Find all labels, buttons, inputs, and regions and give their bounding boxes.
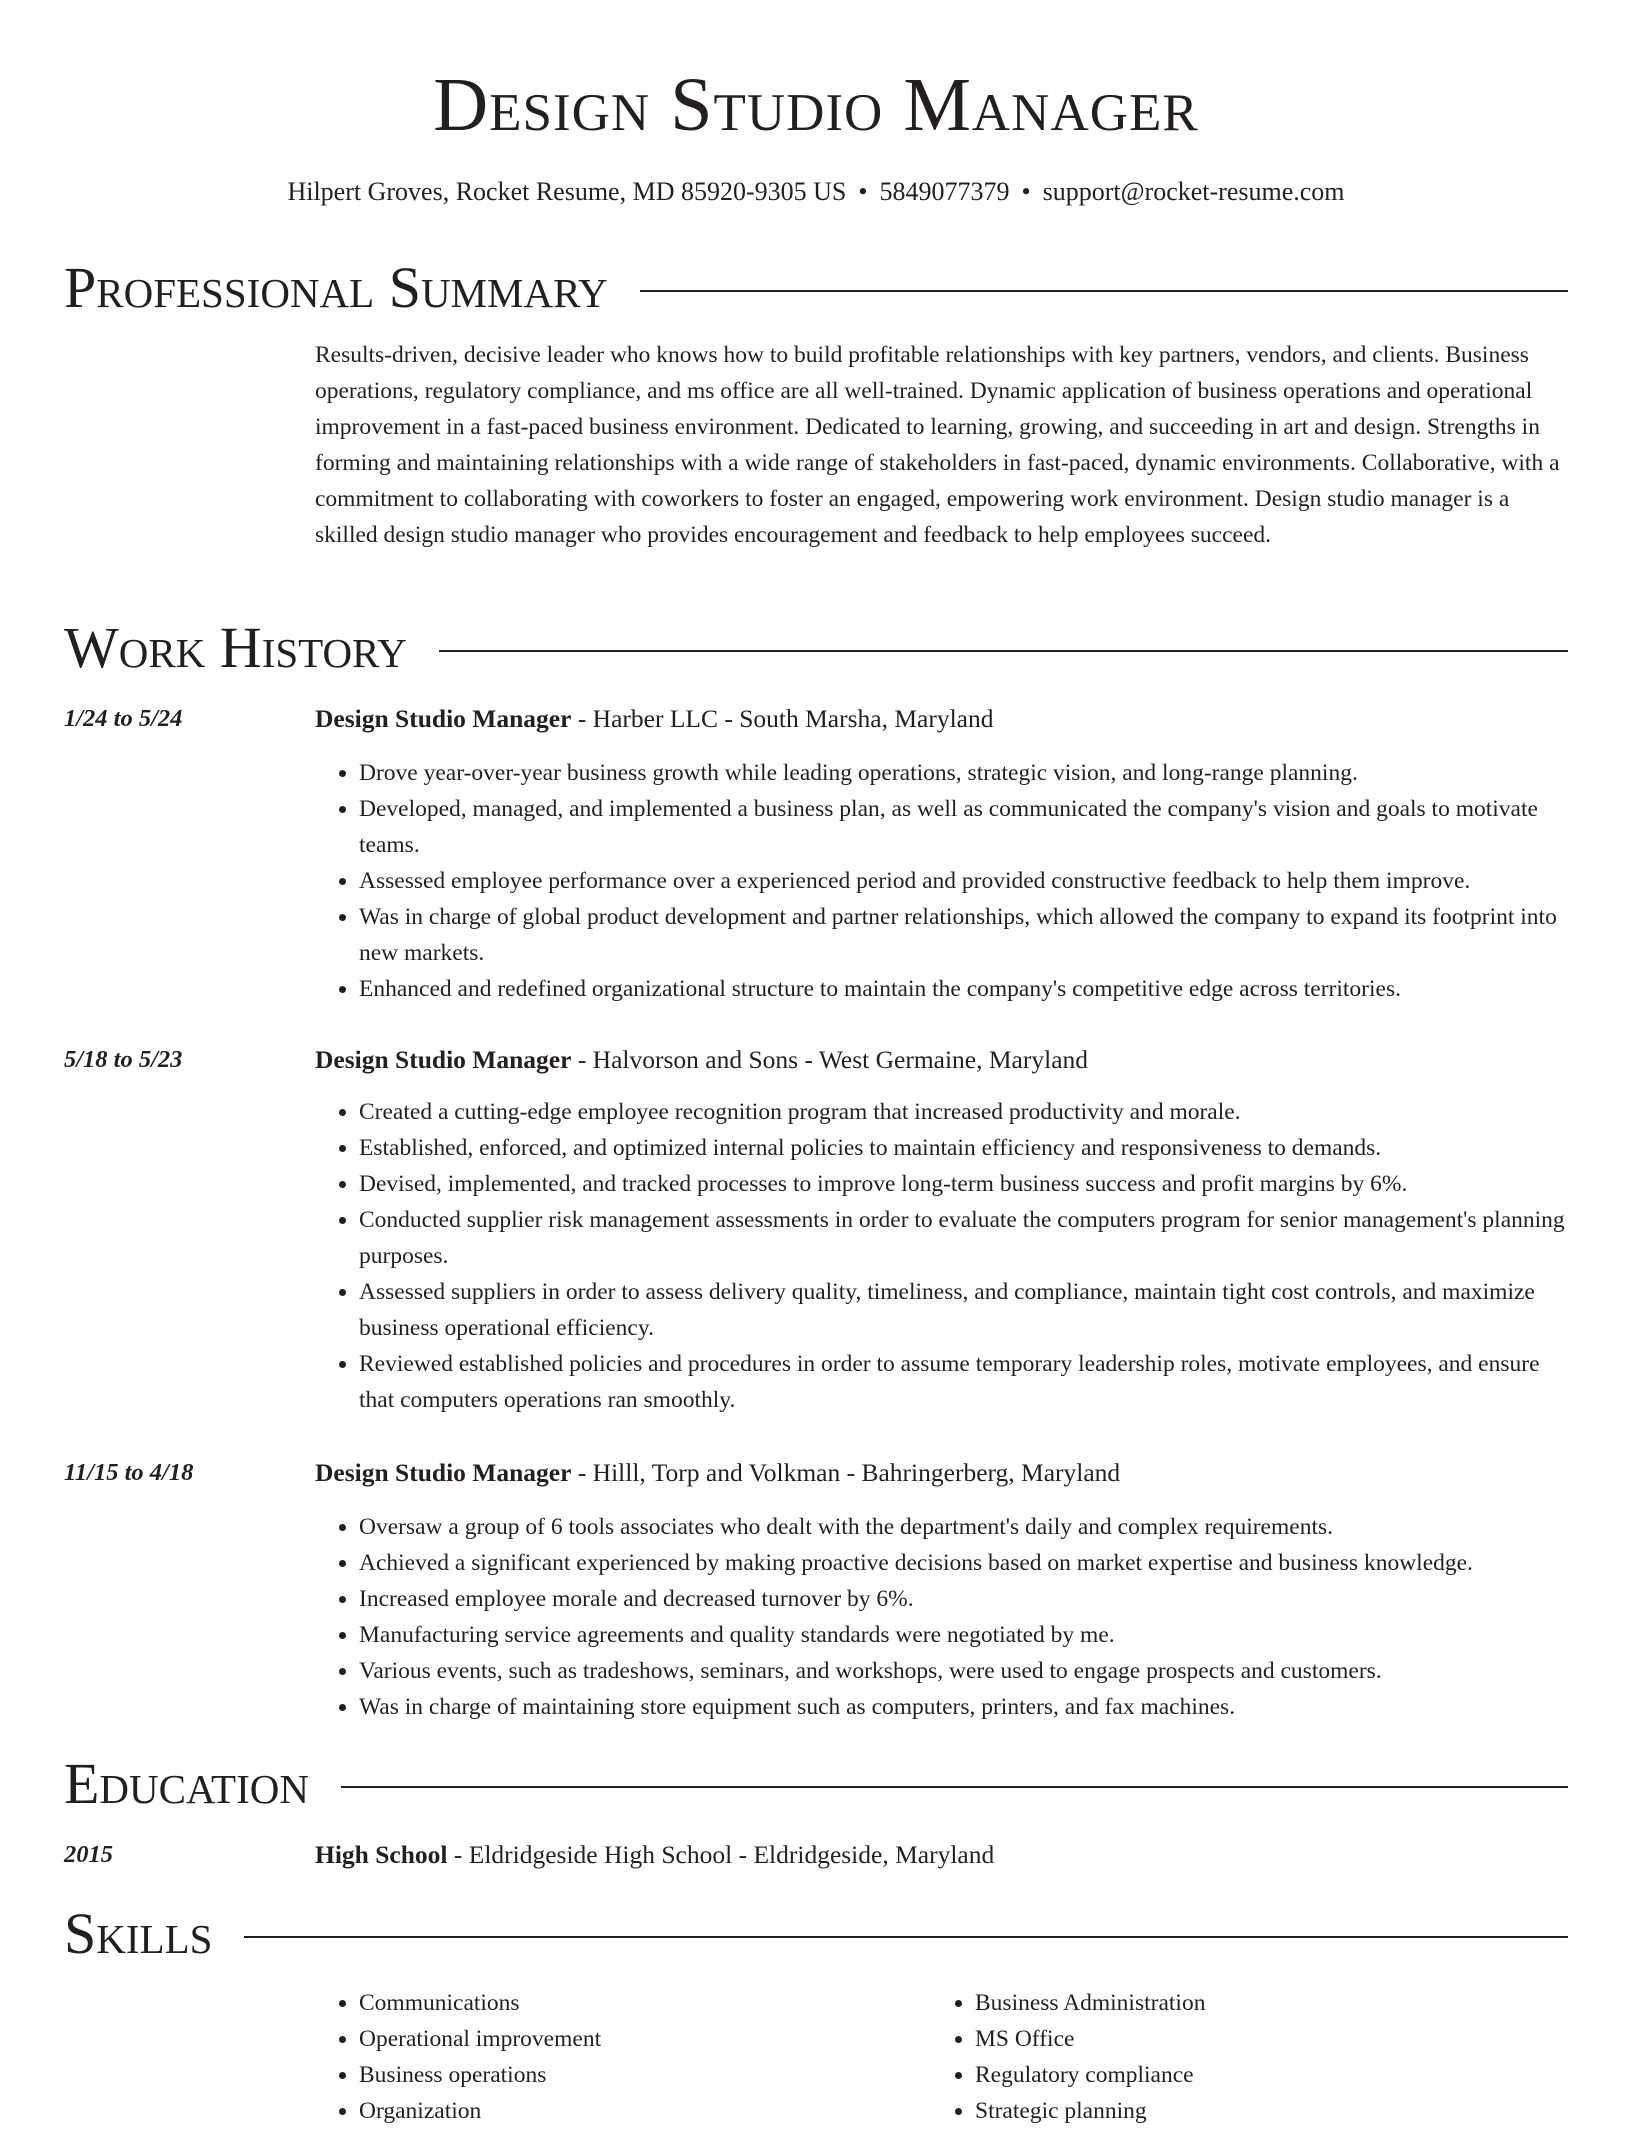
summary-text: Results-driven, decisive leader who knows how to build profitable relationships with key partners, vendors, and clients. Business operations, regulatory compliance, and ms office are all well-trained. Dynamic application of business operations and operational improvement in a fast-paced business environment. Dedicated to learning, growing, and succeeding in art and design. Strengths in forming and maintaining relationships with a wide range of stakeholders in fast-paced, dynamic environments. Collaborative, with a commitment to collaborating with coworkers to foster an engaged, empowering work environment. Design studio manager is a skilled design studio manager who provides encouragement and feedback to help employees succeed. <box>315 342 1560 548</box>
skill-item: • Communications <box>359 1985 915 2021</box>
education-school: - Eldridgeside High School - Eldridgeside, Maryland <box>447 1840 995 1869</box>
list-item: • Developed, managed, and implemented a business plan, as well as communicated the company's vision and goals to motivate teams. <box>359 791 1568 863</box>
job-title: Design Studio Manager <box>315 1458 572 1487</box>
list-item: • Assessed employee performance over a experienced period and provided constructive feedback to help them improve. <box>359 863 1568 899</box>
list-item: • Was in charge of maintaining store equipment such as computers, printers, and fax machines. <box>359 1689 1568 1725</box>
section-education-header <box>64 1752 1568 1816</box>
list-item: • Various events, such as tradeshows, seminars, and workshops, were used to engage prospects and customers. <box>359 1653 1568 1689</box>
page-title: Design Studio Manager <box>433 63 1199 147</box>
section-work-title: Work History <box>64 615 407 680</box>
contact-separator: • <box>858 177 868 206</box>
list-item: • Was in charge of global product development and partner relationships, which allowed the company to expand its footprint into new markets. <box>359 899 1568 971</box>
job-title: Design Studio Manager <box>315 704 572 733</box>
contact-email: support@rocket-resume.com <box>1042 177 1345 206</box>
job-bullets <box>315 1509 1568 1725</box>
job-bullets <box>315 755 1568 1007</box>
job-heading <box>315 1042 1568 1078</box>
job-dates: 5/18 to 5/23 <box>64 1046 183 1073</box>
education-heading <box>315 1837 1568 1873</box>
skills-list-right <box>931 1985 1531 2129</box>
list-item: • Manufacturing service agreements and quality standards were negotiated by me. <box>359 1617 1568 1653</box>
list-item: • Drove year-over-year business growth while leading operations, strategic vision, and long-range planning. <box>359 755 1568 791</box>
list-item: • Assessed suppliers in order to assess delivery quality, timeliness, and compliance, maintain tight cost controls, and maximize business operational efficiency. <box>359 1274 1568 1346</box>
job-employer: - Halvorson and Sons - West Germaine, Maryland <box>571 1045 1089 1074</box>
skill-item: • Business operations <box>359 2057 915 2093</box>
list-item: • Increased employee morale and decreased turnover by 6%. <box>359 1581 1568 1617</box>
section-skills-title: Skills <box>64 1901 213 1966</box>
section-education-title: Education <box>64 1751 309 1816</box>
section-divider <box>244 1936 1568 1938</box>
skill-item: • Strategic planning <box>975 2093 1531 2129</box>
skill-item: • MS Office <box>975 2021 1531 2057</box>
skill-item: • Organization <box>359 2093 915 2129</box>
education-degree: High School <box>315 1840 448 1869</box>
section-divider <box>640 290 1568 292</box>
contact-line <box>64 174 1568 210</box>
contact-phone: 5849077379 <box>879 177 1010 206</box>
section-work-header <box>64 616 1568 680</box>
list-item: • Devised, implemented, and tracked processes to improve long-term business success and profit margins by 6%. <box>359 1166 1568 1202</box>
list-item: • Achieved a significant experienced by making proactive decisions based on market expertise and business knowledge. <box>359 1545 1568 1581</box>
list-item: • Oversaw a group of 6 tools associates who dealt with the department's daily and complex requirements. <box>359 1509 1568 1545</box>
job-employer: - Hilll, Torp and Volkman - Bahringerberg, Maryland <box>571 1458 1121 1487</box>
job-heading <box>315 1455 1568 1491</box>
contact-address: Hilpert Groves, Rocket Resume, MD 85920-9305 US <box>287 177 847 206</box>
section-divider <box>341 1786 1568 1788</box>
list-item: • Enhanced and redefined organizational structure to maintain the company's competitive edge across territories. <box>359 971 1568 1007</box>
section-summary-title: Professional Summary <box>64 255 608 320</box>
education-year: 2015 <box>64 1841 113 1868</box>
skill-item: • Regulatory compliance <box>975 2057 1531 2093</box>
job-employer: - Harber LLC - South Marsha, Maryland <box>571 704 994 733</box>
job-heading <box>315 701 1568 737</box>
skill-item: • Operational improvement <box>359 2021 915 2057</box>
list-item: • Conducted supplier risk management assessments in order to evaluate the computers program for senior management's planning purposes. <box>359 1202 1568 1274</box>
job-title: Design Studio Manager <box>315 1045 572 1074</box>
section-summary-header <box>64 256 1568 320</box>
contact-separator: • <box>1021 177 1031 206</box>
job-dates: 1/24 to 5/24 <box>64 705 183 732</box>
list-item: • Created a cutting-edge employee recognition program that increased productivity and morale. <box>359 1094 1568 1130</box>
job-dates: 11/15 to 4/18 <box>64 1459 194 1486</box>
skill-item: • Business Administration <box>975 1985 1531 2021</box>
list-item: • Reviewed established policies and procedures in order to assume temporary leadership roles, motivate employees, and ensure that computers operations ran smoothly. <box>359 1346 1568 1418</box>
job-bullets <box>315 1094 1568 1418</box>
list-item: • Established, enforced, and optimized internal policies to maintain efficiency and responsiveness to demands. <box>359 1130 1568 1166</box>
section-skills-header <box>64 1902 1568 1966</box>
skills-list-left <box>315 1985 915 2129</box>
section-divider <box>439 650 1568 652</box>
